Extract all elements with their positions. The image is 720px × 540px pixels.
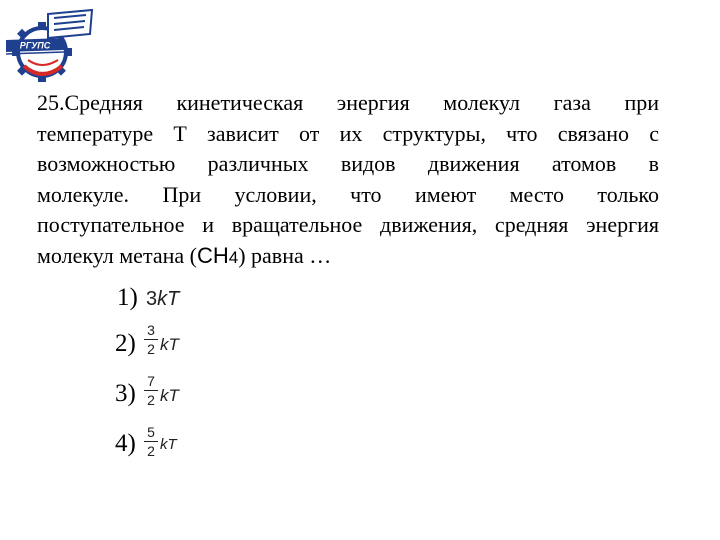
formula-subscript: 4 [228, 247, 239, 267]
option-label: 1) [117, 284, 138, 311]
option-kt: kT [160, 436, 177, 453]
question-line: возможностью различных видов движения атомов в [37, 151, 659, 176]
question-line-last: молекул метана (CH4) равна … [37, 242, 332, 268]
question-text [37, 88, 659, 271]
question-line: 25.Средняя кинетическая энергия молекул газа при [37, 90, 659, 115]
option-label: 3) [115, 380, 136, 407]
option-fraction: 7 2 [144, 374, 158, 407]
university-logo [2, 4, 100, 84]
question-line: температуре Т зависит от их структуры, что связано с [37, 120, 659, 146]
question-line: молекуле. При условии, что имеют место только [37, 181, 659, 207]
option-fraction: 3 2 [144, 323, 158, 356]
option-fraction: 5 2 [144, 425, 158, 458]
option-label: 4) [115, 430, 136, 457]
option-kt: kT [160, 386, 179, 405]
option-label: 2) [115, 330, 136, 357]
question-line: поступательное и вращательное движения, средняя энергия [37, 212, 659, 237]
question-number: 25. [37, 90, 65, 115]
formula-ch: CH [196, 242, 229, 268]
option-formula: 3kT [146, 288, 180, 310]
option-kt: kT [160, 335, 179, 354]
logo-text: РГУПС [19, 40, 51, 51]
